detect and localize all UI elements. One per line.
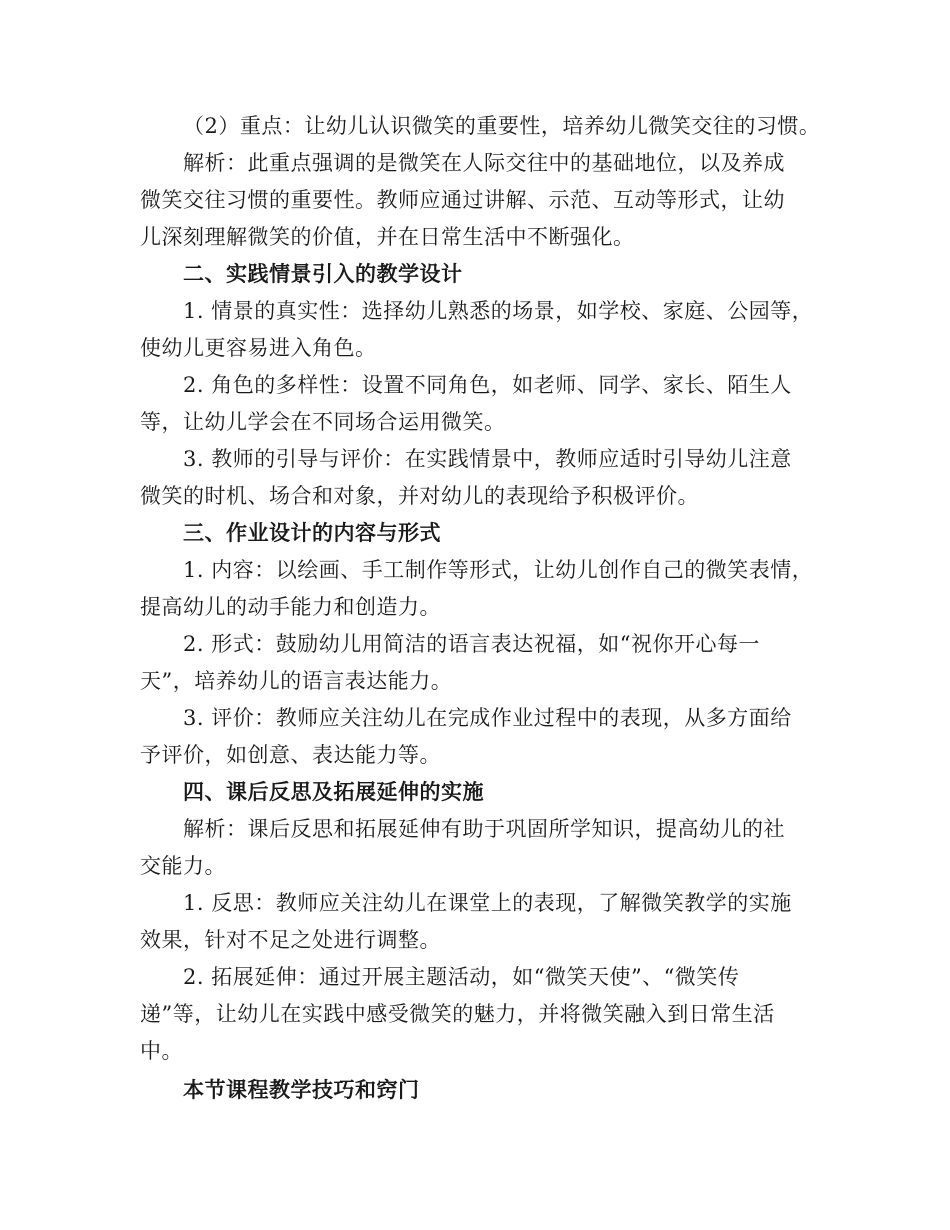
paragraph-line: 解析：课后反思和拓展延伸有助于巩固所学知识，提高幼儿的社 — [183, 817, 785, 841]
paragraph-line: 微笑交往习惯的重要性。教师应通过讲解、示范、互动等形式，让幼 — [140, 188, 785, 212]
paragraph-line: 中。 — [140, 1039, 183, 1063]
paragraph-line: 使幼儿更容易进入角色。 — [140, 336, 377, 360]
paragraph-line: （2）重点：让幼儿认识微笑的重要性，培养幼儿微笑交往的习惯。 — [183, 114, 821, 138]
section-heading: 本节课程教学技巧和窍门 — [183, 1077, 420, 1102]
paragraph-line: 3. 教师的引导与评价：在实践情景中，教师应适时引导幼儿注意 — [183, 447, 792, 471]
section-heading: 二、实践情景引入的教学设计 — [183, 261, 463, 286]
paragraph-line: 予评价，如创意、表达能力等。 — [140, 743, 441, 767]
paragraph-line: 提高幼儿的动手能力和创造力。 — [140, 595, 441, 619]
paragraph-line: 1. 情景的真实性：选择幼儿熟悉的场景，如学校、家庭、公园等， — [183, 299, 814, 323]
section-heading: 三、作业设计的内容与形式 — [183, 520, 441, 545]
paragraph-line: 效果，针对不足之处进行调整。 — [140, 928, 441, 952]
paragraph-line: 1. 内容：以绘画、手工制作等形式，让幼儿创作自己的微笑表情， — [183, 558, 814, 582]
paragraph-line: 2. 形式：鼓励幼儿用简洁的语言表达祝福，如“祝你开心每一 — [183, 632, 760, 656]
paragraph-line: 等，让幼儿学会在不同场合运用微笑。 — [140, 410, 506, 434]
paragraph-line: 3. 评价：教师应关注幼儿在完成作业过程中的表现，从多方面给 — [183, 706, 792, 730]
section-heading: 四、课后反思及拓展延伸的实施 — [183, 779, 484, 804]
paragraph-line: 解析：此重点强调的是微笑在人际交往中的基础地位，以及养成 — [183, 151, 785, 175]
paragraph-line: 儿深刻理解微笑的价值，并在日常生活中不断强化。 — [140, 225, 635, 249]
paragraph-line: 递”等，让幼儿在实践中感受微笑的魅力，并将微笑融入到日常生活 — [140, 1002, 775, 1026]
paragraph-line: 微笑的时机、场合和对象，并对幼儿的表现给予积极评价。 — [140, 484, 699, 508]
paragraph-line: 2. 拓展延伸：通过开展主题活动，如“微笑天使”、“微笑传 — [183, 965, 740, 989]
paragraph-line: 交能力。 — [140, 854, 226, 878]
paragraph-line: 天”，培养幼儿的语言表达能力。 — [140, 669, 453, 693]
paragraph-line: 1. 反思：教师应关注幼儿在课堂上的表现，了解微笑教学的实施 — [183, 891, 792, 915]
paragraph-line: 2. 角色的多样性：设置不同角色，如老师、同学、家长、陌生人 — [183, 373, 792, 397]
